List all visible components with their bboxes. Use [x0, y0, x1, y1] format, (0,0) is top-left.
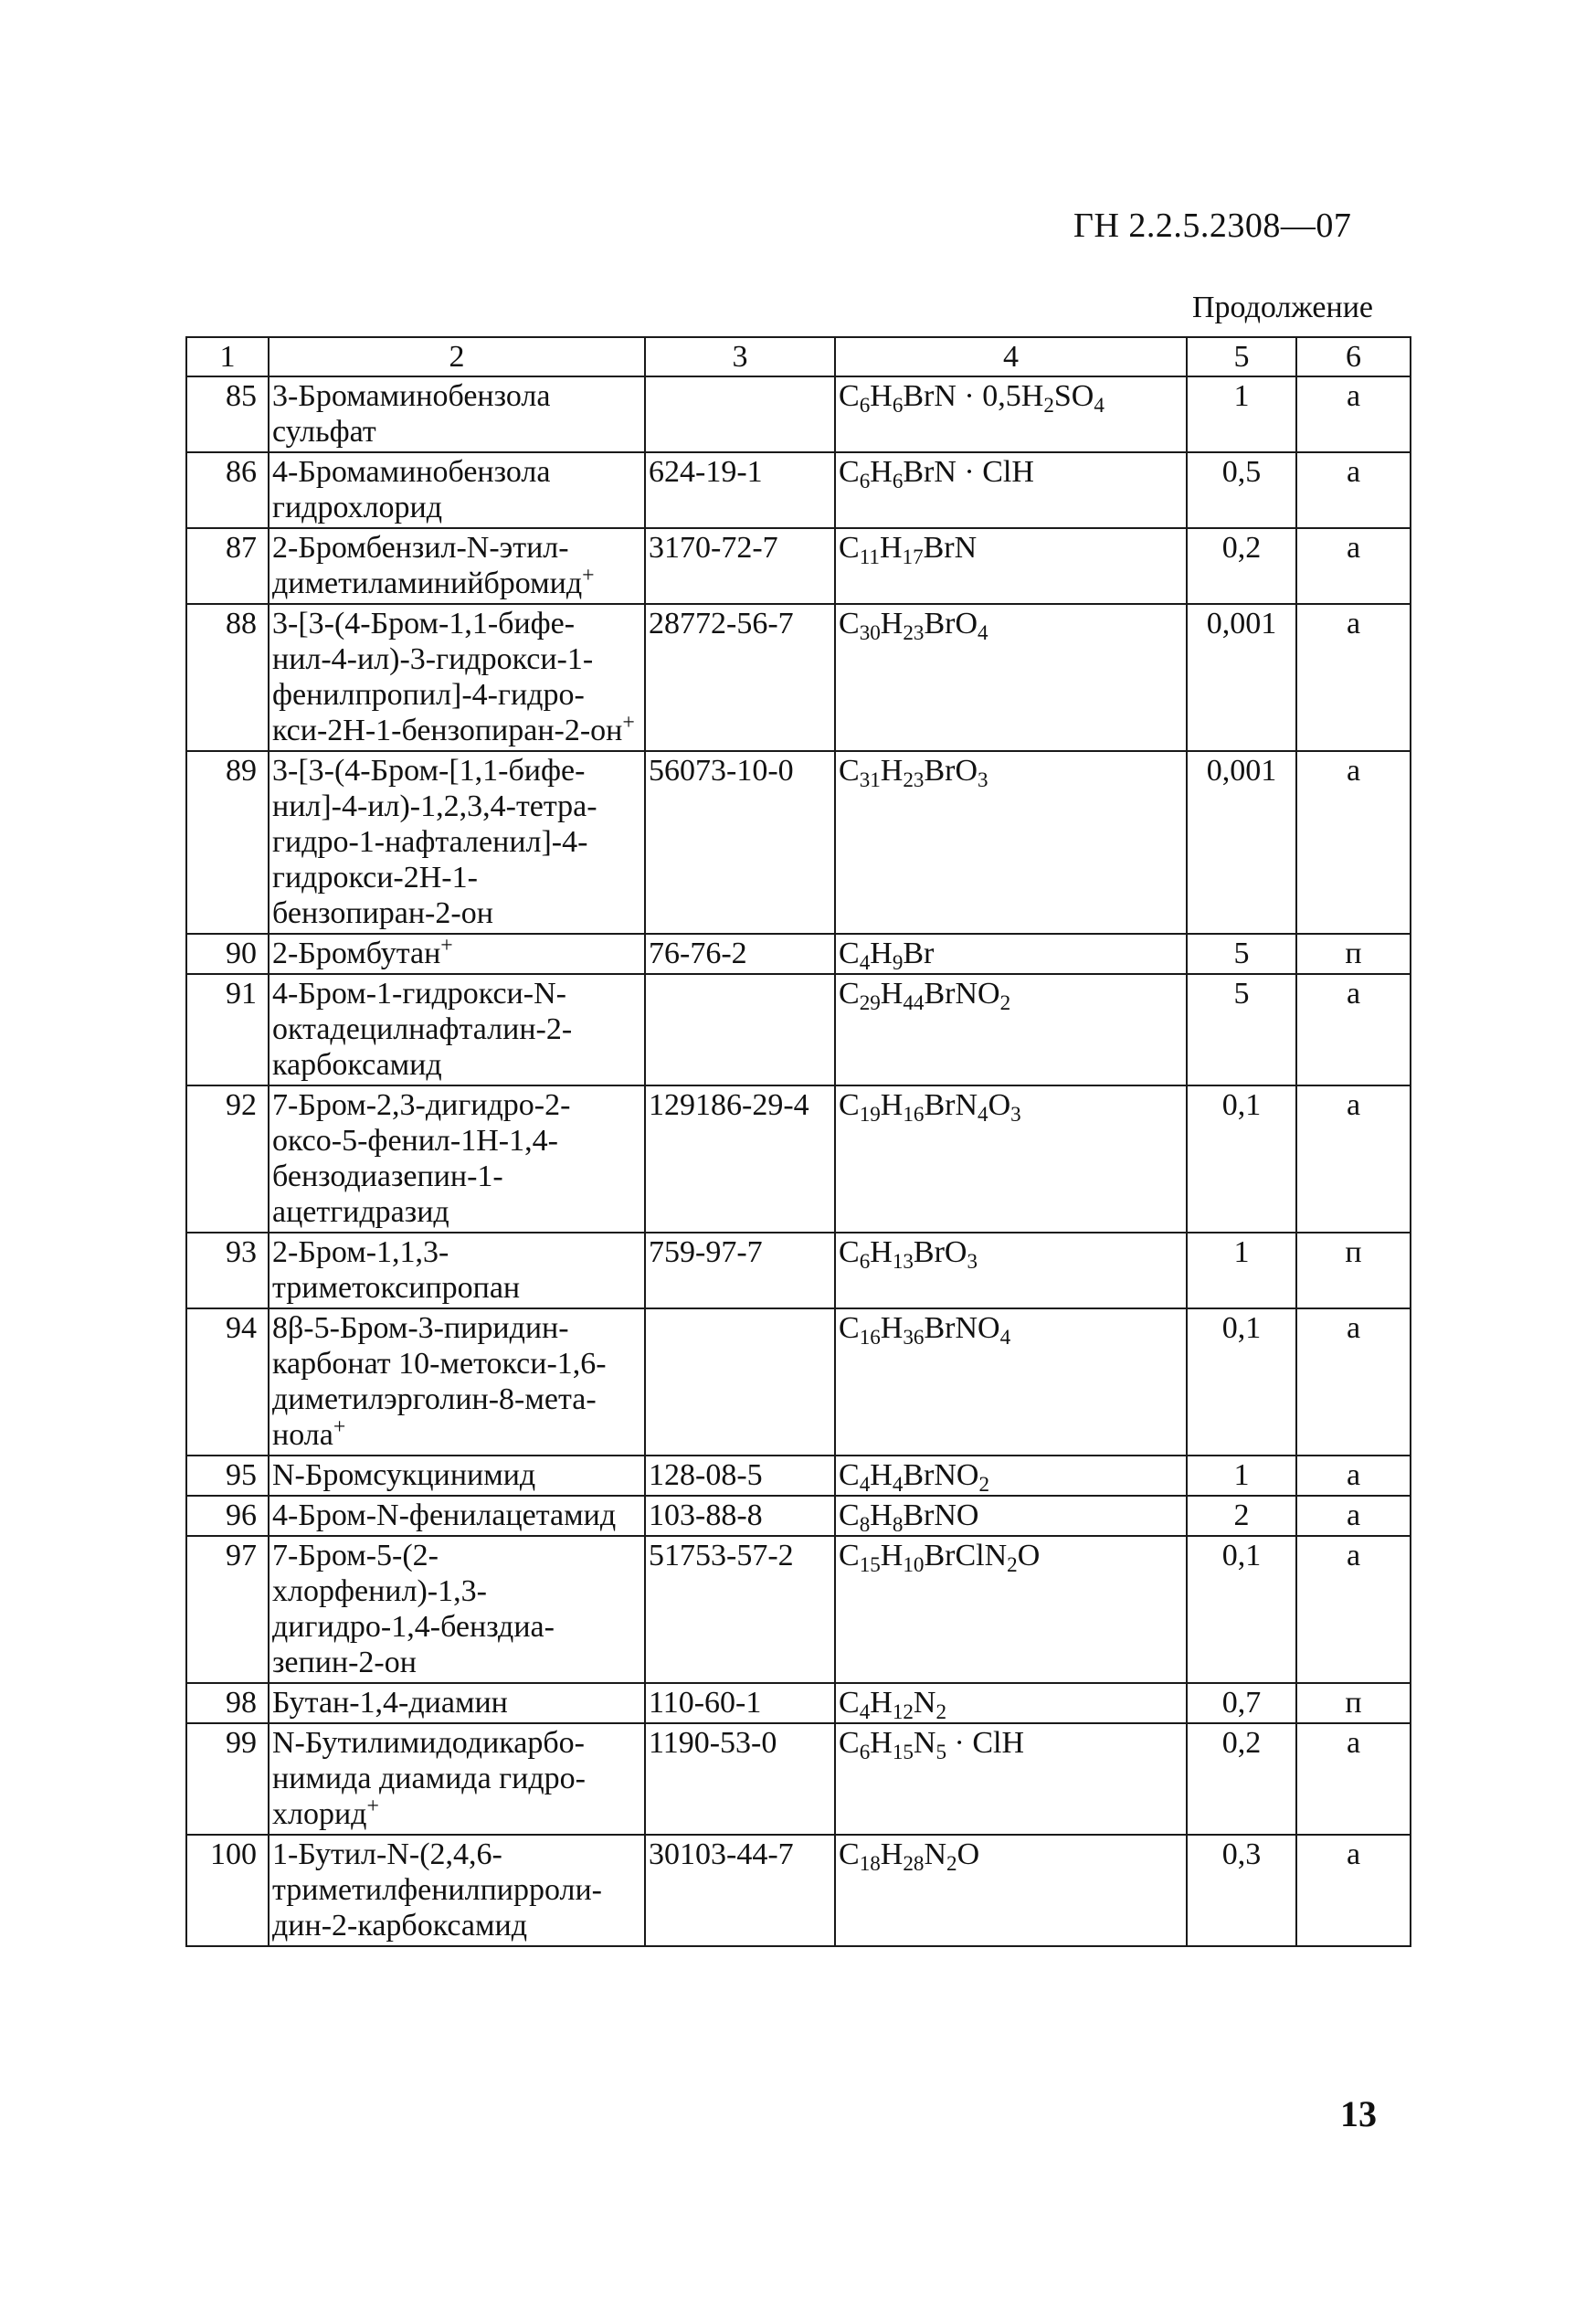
limit-value-cell: 0,7: [1187, 1683, 1296, 1723]
aggregate-state-cell: а: [1296, 1308, 1411, 1456]
limit-value-cell: 5: [1187, 934, 1296, 974]
formula-cell: $C_{15}H_{10}BrClN_2O$: [835, 1536, 1187, 1683]
substance-name-cell: 2-Бром-1,1,3-триметоксипропан: [269, 1233, 645, 1308]
table-row: [186, 751, 1411, 934]
limit-value-cell: 1: [1187, 1456, 1296, 1496]
limit-value-cell: 0,2: [1187, 528, 1296, 604]
row-number-cell: 99: [186, 1723, 269, 1835]
table-row: [186, 1085, 1411, 1233]
formula-cell: $C_6H_{15}N_5$ · ClH: [835, 1723, 1187, 1835]
column-header: 5: [1187, 337, 1296, 376]
substance-name-cell: N-Бромсукцинимид: [269, 1456, 645, 1496]
formula-cell: $C_4H_9Br$: [835, 934, 1187, 974]
table-row: [186, 1308, 1411, 1456]
limit-value-cell: 5: [1187, 974, 1296, 1085]
cas-number-cell: [645, 1308, 835, 1456]
cas-number-cell: 110-60-1: [645, 1683, 835, 1723]
table-row: [186, 974, 1411, 1085]
table-row: [186, 1496, 1411, 1536]
substance-name-cell: 2-Бромбутан+: [269, 934, 645, 974]
cas-number-cell: 30103-44-7: [645, 1835, 835, 1946]
row-number-cell: 98: [186, 1683, 269, 1723]
row-number-cell: 93: [186, 1233, 269, 1308]
limit-value-cell: 1: [1187, 376, 1296, 452]
row-number-cell: 92: [186, 1085, 269, 1233]
page-number: 13: [1340, 2093, 1377, 2134]
formula-cell: $C_8H_8BrNO$: [835, 1496, 1187, 1536]
aggregate-state-cell: а: [1296, 452, 1411, 528]
column-header: 4: [835, 337, 1187, 376]
cas-number-cell: [645, 974, 835, 1085]
cas-number-cell: 129186-29-4: [645, 1085, 835, 1233]
aggregate-state-cell: п: [1296, 934, 1411, 974]
aggregate-state-cell: а: [1296, 376, 1411, 452]
row-number-cell: 94: [186, 1308, 269, 1456]
limit-value-cell: 0,5: [1187, 452, 1296, 528]
substance-name-cell: Бутан-1,4-диамин: [269, 1683, 645, 1723]
substance-name-cell: 3-[3-(4-Бром-1,1-бифе-нил-4-ил)-3-гидрокси-1-фенилпропил]-4-гидро-кси-2Н-1-бензопиран-2-он+: [269, 604, 645, 751]
aggregate-state-cell: а: [1296, 1085, 1411, 1233]
formula-cell: $C_{11}H_{17}BrN$: [835, 528, 1187, 604]
formula-cell: $C_{30}H_{23}BrO_4$: [835, 604, 1187, 751]
limit-value-cell: 0,2: [1187, 1723, 1296, 1835]
limit-value-cell: 0,1: [1187, 1308, 1296, 1456]
aggregate-state-cell: п: [1296, 1683, 1411, 1723]
formula-cell: $C_4H_{12}N_2$: [835, 1683, 1187, 1723]
table-row: [186, 1536, 1411, 1683]
table-row: [186, 604, 1411, 751]
row-number-cell: 85: [186, 376, 269, 452]
aggregate-state-cell: а: [1296, 1835, 1411, 1946]
row-number-cell: 97: [186, 1536, 269, 1683]
aggregate-state-cell: а: [1296, 751, 1411, 934]
aggregate-state-cell: а: [1296, 604, 1411, 751]
substance-name-cell: 7-Бром-2,3-дигидро-2-оксо-5-фенил-1Н-1,4-бензодиазепин-1-ацетгидразид: [269, 1085, 645, 1233]
row-number-cell: 95: [186, 1456, 269, 1496]
column-header: 2: [269, 337, 645, 376]
formula-cell: $C_4H_4BrNO_2$: [835, 1456, 1187, 1496]
substance-name-cell: 2-Бромбензил-N-этил-диметиламинийбромид+: [269, 528, 645, 604]
formula-cell: $C_6H_6BrN$ · ClH: [835, 452, 1187, 528]
substance-name-cell: 3-Бромаминобензола сульфат: [269, 376, 645, 452]
aggregate-state-cell: п: [1296, 1233, 1411, 1308]
row-number-cell: 90: [186, 934, 269, 974]
limit-value-cell: 0,001: [1187, 751, 1296, 934]
aggregate-state-cell: а: [1296, 974, 1411, 1085]
substance-name-cell: 7-Бром-5-(2-хлорфенил)-1,3-дигидро-1,4-бенздиа-зепин-2-он: [269, 1536, 645, 1683]
aggregate-state-cell: а: [1296, 1456, 1411, 1496]
row-number-cell: 87: [186, 528, 269, 604]
row-number-cell: 88: [186, 604, 269, 751]
column-header: 6: [1296, 337, 1411, 376]
formula-cell: $C_6H_{13}BrO_3$: [835, 1233, 1187, 1308]
document-code: ГН 2.2.5.2308—07: [1073, 206, 1352, 245]
cas-number-cell: 56073-10-0: [645, 751, 835, 934]
table-row: [186, 1233, 1411, 1308]
column-header: 1: [186, 337, 269, 376]
substance-name-cell: N-Бутилимидодикарбо-нимида диамида гидро-хлорид+: [269, 1723, 645, 1835]
substance-name-cell: 1-Бутил-N-(2,4,6-триметилфенилпирроли-дин-2-карбоксамид: [269, 1835, 645, 1946]
table-row: [186, 1835, 1411, 1946]
table-row: [186, 528, 1411, 604]
cas-number-cell: 759-97-7: [645, 1233, 835, 1308]
substances-table: [185, 336, 1411, 1947]
continuation-label: Продолжение: [1192, 291, 1374, 324]
cas-number-cell: 76-76-2: [645, 934, 835, 974]
formula-cell: $C_{31}H_{23}BrO_3$: [835, 751, 1187, 934]
formula-cell: $C_{19}H_{16}BrN_4O_3$: [835, 1085, 1187, 1233]
cas-number-cell: 3170-72-7: [645, 528, 835, 604]
table-header-row: [186, 337, 1411, 376]
aggregate-state-cell: а: [1296, 1536, 1411, 1683]
formula-cell: $C_6H_6BrN \cdot 0,5H_2SO_4$: [835, 376, 1187, 452]
row-number-cell: 91: [186, 974, 269, 1085]
substance-name-cell: 8β-5-Бром-3-пиридин-карбонат 10-метокси-1,6-диметилэрголин-8-мета-нола+: [269, 1308, 645, 1456]
substance-name-cell: 4-Бром-1-гидрокси-N-октадецилнафталин-2-карбоксамид: [269, 974, 645, 1085]
table-row: [186, 452, 1411, 528]
cas-number-cell: 624-19-1: [645, 452, 835, 528]
row-number-cell: 100: [186, 1835, 269, 1946]
formula-cell: $C_{16}H_{36}BrNO_4$: [835, 1308, 1187, 1456]
limit-value-cell: 0,1: [1187, 1536, 1296, 1683]
cas-number-cell: 1190-53-0: [645, 1723, 835, 1835]
substance-name-cell: 4-Бромаминобензола гидрохлорид: [269, 452, 645, 528]
formula-cell: $C_{29}H_{44}BrNO_2$: [835, 974, 1187, 1085]
substance-name-cell: 3-[3-(4-Бром-[1,1-бифе-нил]-4-ил)-1,2,3,4-тетра-гидро-1-нафталенил]-4-гидрокси-2Н-1-бензопиран-2-он: [269, 751, 645, 934]
aggregate-state-cell: а: [1296, 528, 1411, 604]
table-row: [186, 1456, 1411, 1496]
limit-value-cell: 0,001: [1187, 604, 1296, 751]
limit-value-cell: 2: [1187, 1496, 1296, 1536]
cas-number-cell: 51753-57-2: [645, 1536, 835, 1683]
formula-cell: $C_{18}H_{28}N_2O$: [835, 1835, 1187, 1946]
row-number-cell: 86: [186, 452, 269, 528]
row-number-cell: 96: [186, 1496, 269, 1536]
substance-name-cell: 4-Бром-N-фенилацетамид: [269, 1496, 645, 1536]
table-row: [186, 1683, 1411, 1723]
table-row: [186, 1723, 1411, 1835]
aggregate-state-cell: а: [1296, 1496, 1411, 1536]
limit-value-cell: 1: [1187, 1233, 1296, 1308]
table-row: [186, 934, 1411, 974]
limit-value-cell: 0,3: [1187, 1835, 1296, 1946]
column-header: 3: [645, 337, 835, 376]
limit-value-cell: 0,1: [1187, 1085, 1296, 1233]
cas-number-cell: 103-88-8: [645, 1496, 835, 1536]
cas-number-cell: 128-08-5: [645, 1456, 835, 1496]
aggregate-state-cell: а: [1296, 1723, 1411, 1835]
table-row: [186, 376, 1411, 452]
row-number-cell: 89: [186, 751, 269, 934]
cas-number-cell: 28772-56-7: [645, 604, 835, 751]
cas-number-cell: [645, 376, 835, 452]
